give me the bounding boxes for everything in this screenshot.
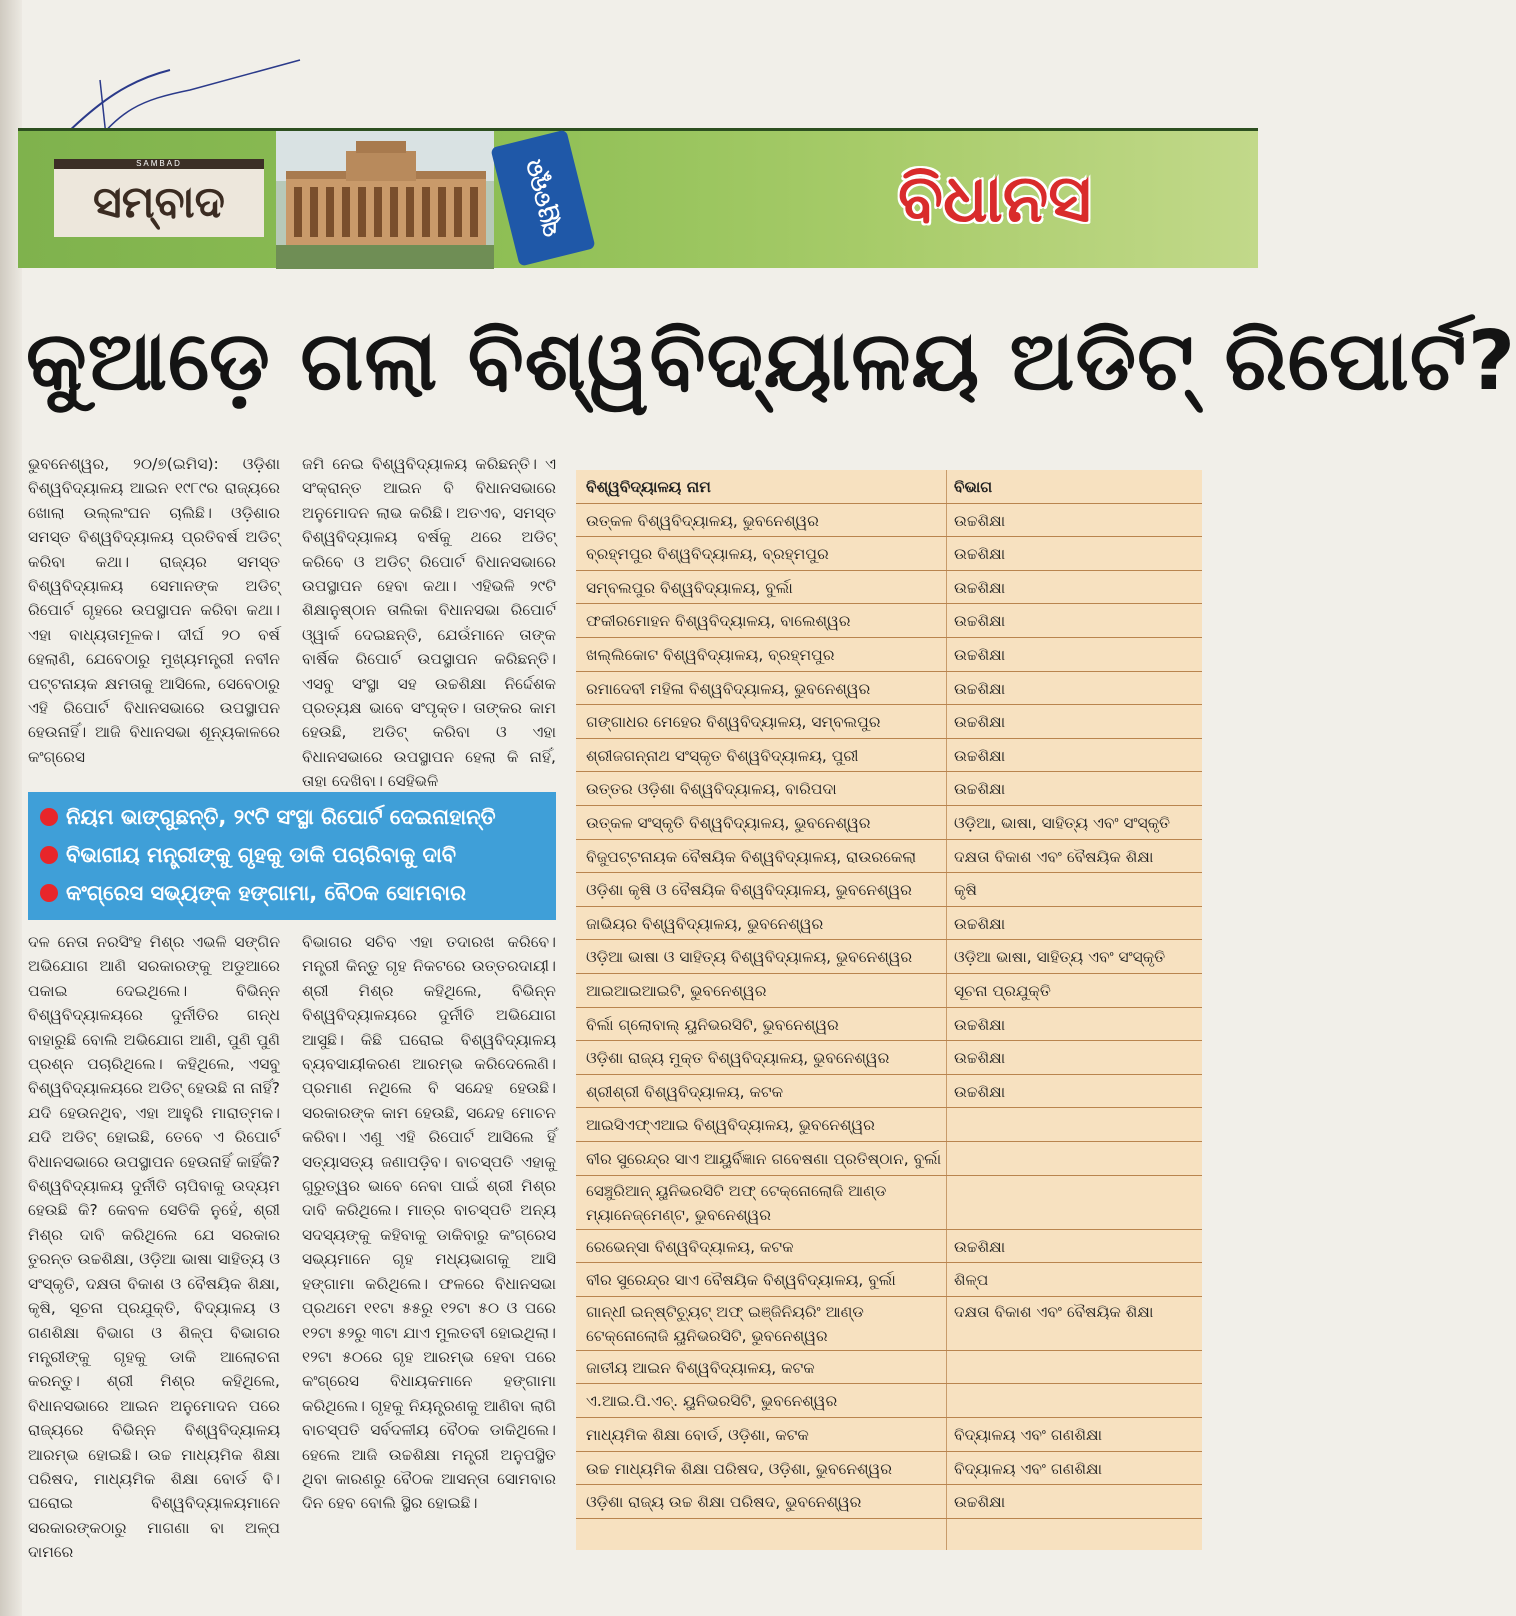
department-cell: ଉଚ୍ଚଶିକ୍ଷା <box>954 914 1006 933</box>
table-row <box>576 705 1202 739</box>
special-section-label: ସ୍ୱତନ୍ତ୍ର <box>520 157 565 240</box>
university-name-cell: ବିଜୁପଟ୍ଟନାୟକ ବୈଷୟିକ ବିଶ୍ୱବିଦ୍ୟାଳୟ, ରାଉରକେଲା <box>586 847 917 866</box>
department-cell: ଉଚ୍ଚଶିକ୍ଷା <box>954 511 1006 530</box>
department-cell: ଓଡ଼ିଆ ଭାଷା, ସାହିତ୍ୟ ଏବଂ ସଂସ୍କୃତି <box>954 948 1166 967</box>
table-row <box>576 1452 1202 1486</box>
university-name-cell: ଓଡ଼ିଶା କୃଷି ଓ ବୈଷୟିକ ବିଶ୍ୱବିଦ୍ୟାଳୟ, ଭୁବନେଶ୍ୱର <box>586 881 912 900</box>
sambad-logo <box>54 159 264 237</box>
highlight-text: କଂଗ୍ରେସ ସଭ୍ୟଙ୍କ ହଙ୍ଗାମା, ବୈଠକ ସୋମବାର <box>66 881 466 905</box>
special-section-badge <box>490 129 595 266</box>
table-row <box>576 1263 1202 1297</box>
department-cell: ବିଦ୍ୟାଳୟ ଏବଂ ଗଣଶିକ୍ଷା <box>954 1426 1103 1444</box>
logo-odia-text: ସମ୍ବାଦ <box>93 177 225 228</box>
department-cell: ବିଦ୍ୟାଳୟ ଏବଂ ଗଣଶିକ୍ଷା <box>954 1459 1103 1478</box>
university-name-cell: ଗଙ୍ଗାଧର ମେହେର ବିଶ୍ୱବିଦ୍ୟାଳୟ, ସମ୍ବଲପୁର <box>586 713 881 732</box>
department-cell: ଦକ୍ଷତା ବିକାଶ ଏବଂ ବୈଷୟିକ ଶିକ୍ଷା <box>954 847 1154 866</box>
red-bullet-icon <box>40 808 58 826</box>
department-cell: ଉଚ୍ଚଶିକ୍ଷା <box>954 545 1006 564</box>
table-row <box>576 1041 1202 1075</box>
table-row <box>576 537 1202 571</box>
highlight-item <box>36 836 548 874</box>
table-header-row <box>576 470 1202 504</box>
university-name-cell: ଏ.ଆଇ.ପି.ଏଚ୍. ୟୁନିଭରସିଟି, ଭୁବନେଶ୍ୱର <box>586 1392 838 1411</box>
university-name-cell: ବ୍ରହ୍ମପୁର ବିଶ୍ୱବିଦ୍ୟାଳୟ, ବ୍ରହ୍ମପୁର <box>586 545 829 564</box>
department-cell: ଶିଳ୍ପ <box>954 1271 989 1290</box>
table-row <box>576 1230 1202 1264</box>
university-name-cell: ଗାନ୍ଧୀ ଇନ୍‌ଷ୍ଟିଚ୍ୟୁଟ୍ ଅଫ୍ ଇଞ୍ଜିନିୟରିଂ ଆଣ୍ଡ ଟେକ୍ନୋଲୋଜି ୟୁନିଭରସିଟି, ଭୁବନେଶ୍ୱର <box>586 1302 864 1345</box>
table-row <box>576 840 1202 874</box>
university-name-cell: ଉତ୍କଳ ବିଶ୍ୱବିଦ୍ୟାଳୟ, ଭୁବନେଶ୍ୱର <box>586 511 819 530</box>
table-row <box>576 1297 1202 1351</box>
highlight-item <box>36 874 548 912</box>
university-name-cell: ଶ୍ରୀଜଗନ୍ନାଥ ସଂସ୍କୃତ ବିଶ୍ୱବିଦ୍ୟାଳୟ, ପୁରୀ <box>586 746 859 765</box>
assembly-building-photo <box>276 131 494 269</box>
department-cell: ଉଚ୍ଚଶିକ୍ଷା <box>954 1049 1006 1068</box>
table-row <box>576 638 1202 672</box>
section-title: ବିଧାନସ <box>898 160 1092 237</box>
article-text: ଭୁବନେଶ୍ୱର, ୨୦/୭(ଇମିସ): ଓଡ଼ିଶା ବିଶ୍ୱବିଦ୍ୟାଳୟ ଆଇନ ୧୯୮୯ର ରାଜ୍ୟରେ ଖୋଲା ଉଲ୍ଲଂଘନ ଚାଲିଛି। ଓଡ଼ିଶାର ସମସ୍ତ ବିଶ୍ୱବିଦ୍ୟାଳୟ ପ୍ରତିବର୍ଷ ଅଡିଟ୍ କରିବା କଥା। ରାଜ୍ୟର ସମସ୍ତ ବିଶ୍ୱବିଦ୍ୟାଳୟ ସେମାନଙ୍କ ଅଡିଟ୍ ରିପୋର୍ଟ ଗୃହରେ ଉପସ୍ଥାପନ କରିବା କଥା। ଏହା ବାଧ୍ୟତାମୂଳକ। ଦୀର୍ଘ ୨୦ ବର୍ଷ ହେଲାଣି, ଯେବେଠାରୁ ମୁଖ୍ୟମନ୍ତ୍ରୀ ନବୀନ ପଟ୍ଟନାୟକ କ୍ଷମତାକୁ ଆସିଲେ, ସେବେଠାରୁ ଏହି ରିପୋର୍ଟ ବିଧାନସଭାରେ ଉପସ୍ଥାପନ ହେଉନାହିଁ। ଆଜି ବିଧାନସଭା ଶୂନ୍ୟକାଳରେ କଂଗ୍ରେସ <box>28 455 280 766</box>
table-row <box>576 873 1202 907</box>
table-row <box>576 504 1202 538</box>
red-bullet-icon <box>40 884 58 902</box>
university-name-cell: ଜାତୀୟ ଆଇନ ବିଶ୍ୱବିଦ୍ୟାଳୟ, କଟକ <box>586 1358 815 1377</box>
article-column-2-top <box>302 452 556 791</box>
column-header-name: ବିଶ୍ୱବିଦ୍ୟାଳୟ ନାମ <box>586 478 711 496</box>
university-name-cell: ସେଞ୍ଚୁରିଆନ୍ ୟୁନିଭରସିଟି ଅଫ୍ ଟେକ୍ନୋଲୋଜି ଆଣ୍ଡ ମ୍ୟାନେଜ୍‌ମେଣ୍ଟ, ଭୁବନେଶ୍ୱର <box>586 1181 887 1224</box>
article-text: ଜମି ନେଇ ବିଶ୍ୱବିଦ୍ୟାଳୟ କରିଛନ୍ତି। ଏ ସଂକ୍ରାନ୍ତ ଆଇନ ବି ବିଧାନସଭାରେ ଅନୁମୋଦନ ଲାଭ କରିଛି। ଅତଏବ, ସମସ୍ତ ବିଶ୍ୱବିଦ୍ୟାଳୟ ବର୍ଷକୁ ଥରେ ଅଡିଟ୍ କରିବେ ଓ ଅଡିଟ୍ ରିପୋର୍ଟ ବିଧାନସଭାରେ ଉପସ୍ଥାପନ ହେବା କଥା। ଏହିଭଳି ୨୯ଟି ଶିକ୍ଷାନୁଷ୍ଠାନ ତାଲିକା ବିଧାନସଭା ରିପୋର୍ଟ ଓ୍ୱାର୍କ ଦେଇଛନ୍ତି, ଯେଉଁମାନେ ତାଙ୍କ ବାର୍ଷିକ ରିପୋର୍ଟ ଉପସ୍ଥାପନ କରିଛନ୍ତି। ଏସବୁ ସଂସ୍ଥା ସହ ଉଚ୍ଚଶିକ୍ଷା ନିର୍ଦ୍ଦେଶକ ପ୍ରତ୍ୟକ୍ଷ ଭାବେ ସଂପୃକ୍ତ। ତାଙ୍କର କାମ ହେଉଛି, ଅଡିଟ୍ କରିବା ଓ ଏହା ବିଧାନସଭାରେ ଉପସ୍ଥାପନ ହେଲା କି ନାହିଁ, ତାହା ଦେଖିବା। ସେହିଭଳି <box>302 455 556 791</box>
university-name-cell: ଉଚ୍ଚ ମାଧ୍ୟମିକ ଶିକ୍ଷା ପରିଷଦ, ଓଡ଼ିଶା, ଭୁବନେଶ୍ୱର <box>586 1459 892 1478</box>
department-cell: ଉଚ୍ଚଶିକ୍ଷା <box>954 578 1006 597</box>
column-header-department: ବିଭାଗ <box>954 478 993 496</box>
table-row <box>576 1176 1202 1230</box>
table-row <box>576 1418 1202 1452</box>
article-text: ଦଳ ନେତା ନରସିଂହ ମିଶ୍ର ଏଭଳି ସଙ୍ଗିନ ଅଭିଯୋଗ ଆଣି ସରକାରଙ୍କୁ ଅଡୁଆରେ ପକାଇ ଦେଇଥିଲେ। ବିଭିନ୍ନ ବିଶ୍ୱବିଦ୍ୟାଳୟରେ ଦୁର୍ନୀତିର ଗନ୍ଧ ବାହାରୁଛି ବୋଲି ଅଭିଯୋଗ ଆଣି, ପୁଣି ପୁଣି ପ୍ରଶ୍ନ ପଚାରିଥିଲେ। କହିଥିଲେ, ଏସବୁ ବିଶ୍ୱବିଦ୍ୟାଳୟରେ ଅଡିଟ୍ ହେଉଛି ନା ନାହିଁ? ଯଦି ହେଉନଥିବ, ଏହା ଆହୁରି ମାରାତ୍ମକ। ଯଦି ଅଡିଟ୍ ହୋଇଛି, ତେବେ ଏ ରିପୋର୍ଟ ବିଧାନସଭାରେ ଉପସ୍ଥାପନ ହେଉନାହିଁ କାହିଁକି? ବିଶ୍ୱବିଦ୍ୟାଳୟ ଦୁର୍ନୀତି ଚାପିବାକୁ ଉଦ୍ୟମ ହେଉଛି କି? କେବଳ ସେତିକି ନୁହେଁ, ଶ୍ରୀ ମିଶ୍ର ଦାବି କରିଥିଲେ ଯେ ସରକାର ତୁରନ୍ତ ଉଚ୍ଚଶିକ୍ଷା, ଓଡ଼ିଆ ଭାଷା ସାହିତ୍ୟ ଓ ସଂସ୍କୃତି, ଦକ୍ଷତା ବିକାଶ ଓ ବୈଷୟିକ ଶିକ୍ଷା, କୃଷି, ସୂଚନା ପ୍ରଯୁକ୍ତି, ବିଦ୍ୟାଳୟ ଓ ଗଣଶିକ୍ଷା ବିଭାଗ ଓ ଶିଳ୍ପ ବିଭାଗର ମନ୍ତ୍ରୀଙ୍କୁ ଗୃହକୁ ଡାକି ଆଲୋଚନା କରନ୍ତୁ। ଶ୍ରୀ ମିଶ୍ର କହିଥିଲେ, ବିଧାନସଭାରେ ଆଇନ ଅନୁମୋଦନ ପରେ ରାଜ୍ୟରେ ବିଭିନ୍ନ ବିଶ୍ୱବିଦ୍ୟାଳୟ ଆରମ୍ଭ ହୋଇଛି। ଉଚ୍ଚ ମାଧ୍ୟମିକ ଶିକ୍ଷା ପରିଷଦ, ମାଧ୍ୟମିକ ଶିକ୍ଷା ବୋର୍ଡ ବି। ଘରୋଇ ବିଶ୍ୱବିଦ୍ୟାଳୟମାନେ ସରକାରଙ୍କଠାରୁ ମାଗଣା ବା ଅଳ୍ପ ଦାମରେ <box>28 933 280 1562</box>
university-name-cell: ଓଡ଼ିଆ ଭାଷା ଓ ସାହିତ୍ୟ ବିଶ୍ୱବିଦ୍ୟାଳୟ, ଭୁବନେଶ୍ୱର <box>586 948 913 967</box>
university-name-cell: ଫକୀରମୋହନ ବିଶ୍ୱବିଦ୍ୟାଳୟ, ବାଲେଶ୍ୱର <box>586 612 851 631</box>
table-row <box>576 1108 1202 1142</box>
logo-latin-text: SAMBAD <box>136 159 182 168</box>
highlights-box <box>28 792 556 920</box>
university-name-cell: ଶ୍ରୀଶ୍ରୀ ବିଶ୍ୱବିଦ୍ୟାଳୟ, କଟକ <box>586 1082 784 1101</box>
department-cell: ଦକ୍ଷତା ବିକାଶ ଏବଂ ବୈଷୟିକ ଶିକ୍ଷା <box>954 1302 1154 1321</box>
university-name-cell: ରେଭେନ୍ସା ବିଶ୍ୱବିଦ୍ୟାଳୟ, କଟକ <box>586 1237 794 1256</box>
department-cell: ଓଡ଼ିଆ, ଭାଷା, ସାହିତ୍ୟ ଏବଂ ସଂସ୍କୃତି <box>954 814 1171 832</box>
table-row <box>576 1075 1202 1109</box>
department-cell: ଉଚ୍ଚଶିକ୍ଷା <box>954 1237 1006 1256</box>
department-cell: ସୂଚନା ପ୍ରଯୁକ୍ତି <box>954 982 1051 1000</box>
university-name-cell: ମାଧ୍ୟମିକ ଶିକ୍ଷା ବୋର୍ଡ, ଓଡ଼ିଶା, କଟକ <box>586 1426 809 1444</box>
university-name-cell: ଖଲ୍ଲିକୋଟ ବିଶ୍ୱବିଦ୍ୟାଳୟ, ବ୍ରହ୍ମପୁର <box>586 646 835 664</box>
department-cell: ଉଚ୍ଚଶିକ୍ଷା <box>954 780 1006 799</box>
department-cell: ଉଚ୍ଚଶିକ୍ଷା <box>954 612 1006 631</box>
highlight-item <box>36 798 548 836</box>
table-row <box>576 672 1202 706</box>
table-row <box>576 974 1202 1008</box>
table-row <box>576 940 1202 974</box>
masthead-band <box>18 128 1258 268</box>
table-row <box>576 1008 1202 1042</box>
university-name-cell: ଉତ୍ତର ଓଡ଼ିଶା ବିଶ୍ୱବିଦ୍ୟାଳୟ, ବାରିପଦା <box>586 780 837 799</box>
red-bullet-icon <box>40 846 58 864</box>
university-table <box>576 470 1202 1550</box>
university-name-cell: ଓଡ଼ିଶା ରାଜ୍ୟ ଉଚ୍ଚ ଶିକ୍ଷା ପରିଷଦ, ଭୁବନେଶ୍ୱର <box>586 1493 862 1512</box>
department-cell: ଉଚ୍ଚଶିକ୍ଷା <box>954 746 1006 765</box>
article-column-1-bottom <box>28 930 280 1562</box>
table-row <box>576 1384 1202 1418</box>
department-cell: ଉଚ୍ଚଶିକ୍ଷା <box>954 1493 1006 1512</box>
university-name-cell: ଆଇସିଏଫ୍ଏଆଇ ବିଶ୍ୱବିଦ୍ୟାଳୟ, ଭୁବନେଶ୍ୱର <box>586 1116 875 1135</box>
university-name-cell: ଆଇଆଇଆଇଟି, ଭୁବନେଶ୍ୱର <box>586 982 767 1000</box>
university-name-cell: ଓଡ଼ିଶା ରାଜ୍ୟ ମୁକ୍ତ ବିଶ୍ୱବିଦ୍ୟାଳୟ, ଭୁବନେଶ୍ୱର <box>586 1049 890 1068</box>
highlight-text: ନିୟମ ଭାଙ୍ଗୁଛନ୍ତି, ୨୯ଟି ସଂସ୍ଥା ରିପୋର୍ଟ ଦେଇନାହାନ୍ତି <box>66 805 496 829</box>
highlight-text: ବିଭାଗୀୟ ମନ୍ତ୍ରୀଙ୍କୁ ଗୃହକୁ ଡାକି ପଚାରିବାକୁ ଦାବି <box>66 843 457 867</box>
headline: କୁଆଡ଼େ ଗଲା ବିଶ୍ୱବିଦ୍ୟାଳୟ ଅଡିଟ୍ ରିପୋର୍ଟ? <box>26 314 1516 409</box>
university-name-cell: ସମ୍ବଲପୁର ବିଶ୍ୱବିଦ୍ୟାଳୟ, ବୁର୍ଲା <box>586 578 793 597</box>
article-column-1-top <box>28 452 280 784</box>
department-cell: ଉଚ୍ଚଶିକ୍ଷା <box>954 1082 1006 1101</box>
table-row <box>576 604 1202 638</box>
department-cell: ଉଚ୍ଚଶିକ୍ଷା <box>954 1015 1006 1034</box>
university-name-cell: ଉତ୍କଳ ସଂସ୍କୃତି ବିଶ୍ୱବିଦ୍ୟାଳୟ, ଭୁବନେଶ୍ୱର <box>586 814 871 832</box>
table-row <box>576 1142 1202 1176</box>
table-row <box>576 907 1202 941</box>
article-text: ବିଭାଗର ସଚିବ ଏହା ତଦାରଖ କରିବେ। ମନ୍ତ୍ରୀ କିନ୍ତୁ ଗୃହ ନିକଟରେ ଉତ୍ତରଦାୟୀ। ଶ୍ରୀ ମିଶ୍ର କହିଥିଲେ, ବିଭିନ୍ନ ବିଶ୍ୱବିଦ୍ୟାଳୟରେ ଦୁର୍ନୀତି ଅଭିଯୋଗ ଆସୁଛି। କିଛି ଘରୋଇ ବିଶ୍ୱବିଦ୍ୟାଳୟ ବ୍ୟବସାୟୀକରଣ ଆରମ୍ଭ କରିଦେଲେଣି। ପ୍ରମାଣ ନଥିଲେ ବି ସନ୍ଦେହ ହେଉଛି। ସରକାରଙ୍କ କାମ ହେଉଛି, ସନ୍ଦେହ ମୋଚନ କରିବା। ଏଣୁ ଏହି ରିପୋର୍ଟ ଆସିଲେ ହିଁ ସତ୍ୟାସତ୍ୟ ଜଣାପଡ଼ିବ। ବାଚସ୍ପତି ଏହାକୁ ଗୁରୁତ୍ୱର ଭାବେ ନେବା ପାଇଁ ଶ୍ରୀ ମିଶ୍ର ଦାବି କରିଥିଲେ। ମାତ୍ର ବାଚସ୍ପତି ଅନ୍ୟ ସଦସ୍ୟଙ୍କୁ କହିବାକୁ ଡାକିବାରୁ କଂଗ୍ରେସ ସଭ୍ୟମାନେ ଗୃହ ମଧ୍ୟଭାଗକୁ ଆସି ହଙ୍ଗାମା କରିଥିଲେ। ଫଳରେ ବିଧାନସଭା ପ୍ରଥମେ ୧୧ଟା ୫୫ରୁ ୧୨ଟା ୫୦ ଓ ପରେ ୧୨ଟା ୫୨ରୁ ୩ଟା ଯାଏ ମୁଲତବୀ ହୋଇଥିଲା। ୧୨ଟା ୫୦ରେ ଗୃହ ଆରମ୍ଭ ହେବା ପରେ କଂଗ୍ରେସ ବିଧାୟକମାନେ ହଙ୍ଗାମା କରିଥିଲେ। ଗୃହକୁ ନିୟନ୍ତ୍ରଣକୁ ଆଣିବା ଲାଗି ବାଚସ୍ପତି ସର୍ବଦଳୀୟ ବୈଠକ ଡାକିଥିଲେ। ହେଲେ ଆଜି ଉଚ୍ଚଶିକ୍ଷା ମନ୍ତ୍ରୀ ଅନୁପସ୍ଥିତ ଥିବା କାରଣରୁ ବୈଠକ ଆସନ୍ତା ସୋମବାର ଦିନ ହେବ ବୋଲି ସ୍ଥିର ହୋଇଛି। <box>302 933 556 1513</box>
university-name-cell: ବିର୍ଲା ଗ୍ଲୋବାଲ୍ ୟୁନିଭରସିଟି, ଭୁବନେଶ୍ୱର <box>586 1015 839 1034</box>
university-name-cell: ଜାଭିୟର ବିଶ୍ୱବିଦ୍ୟାଳୟ, ଭୁବନେଶ୍ୱର <box>586 914 824 933</box>
university-name-cell: ବୀର ସୁରେନ୍ଦ୍ର ସାଏ ବୈଷୟିକ ବିଶ୍ୱବିଦ୍ୟାଳୟ, ବୁର୍ଲା <box>586 1271 896 1290</box>
table-row <box>576 806 1202 840</box>
university-name-cell: ବୀର ସୁରେନ୍ଦ୍ର ସାଏ ଆୟୁର୍ବିଜ୍ଞାନ ଗବେଷଣା ପ୍ରତିଷ୍ଠାନ, ବୁର୍ଲା <box>586 1150 942 1168</box>
article-column-2-bottom <box>302 930 556 1536</box>
table-row <box>576 571 1202 605</box>
table-row <box>576 1485 1202 1519</box>
department-cell: କୃଷି <box>954 881 977 900</box>
department-cell: ଉଚ୍ଚଶିକ୍ଷା <box>954 679 1006 698</box>
department-cell: ଉଚ୍ଚଶିକ୍ଷା <box>954 713 1006 732</box>
table-row <box>576 1351 1202 1385</box>
table-row <box>576 772 1202 806</box>
department-cell: ଉଚ୍ଚଶିକ୍ଷା <box>954 646 1006 664</box>
table-row <box>576 739 1202 773</box>
university-name-cell: ରମାଦେବୀ ମହିଳା ବିଶ୍ୱବିଦ୍ୟାଳୟ, ଭୁବନେଶ୍ୱର <box>586 679 871 698</box>
